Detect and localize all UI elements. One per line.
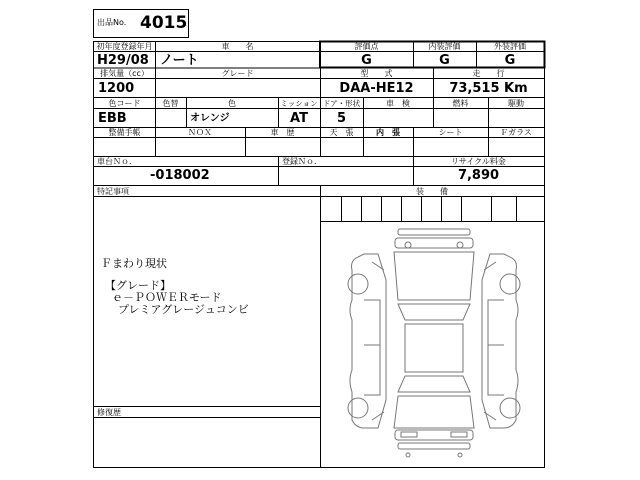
lot-number: 4015: [140, 13, 188, 33]
fuel-label: 燃料: [452, 99, 469, 108]
car-name-label: 車 名: [221, 42, 254, 51]
interior-score-value: G: [439, 53, 450, 68]
interior-score-label: 内装評価: [428, 42, 461, 51]
repair-label: 修復歴: [97, 408, 121, 417]
door-shape-value: 5: [336, 111, 347, 126]
displacement-value: 1200: [98, 81, 135, 96]
color-code-value: EBB: [98, 111, 127, 126]
exterior-score-label: 外装評価: [494, 42, 526, 51]
displacement-label: 排気量（cc）: [100, 69, 149, 78]
door-shape-label: ドア・形状: [322, 99, 361, 108]
model-label: 型 式: [360, 69, 393, 78]
exterior-score-value: G: [504, 53, 516, 68]
interior-label: 内 張: [376, 128, 400, 137]
manual-label: 整備手帳: [108, 128, 141, 137]
mileage-value: 73,515 Km: [449, 81, 528, 96]
color-label: 色: [228, 99, 236, 108]
remarks-line-1: Ｆまわり現状: [101, 257, 167, 270]
first-reg-label: 初年度登録年月: [96, 42, 153, 51]
recycle-value: 7,890: [457, 168, 500, 183]
history-label: 車 歴: [270, 128, 295, 137]
recycle-label: リサイクル料金: [451, 157, 506, 166]
equipment-label: 装 備: [416, 187, 448, 196]
mileage-label: 走 行: [472, 69, 505, 78]
model-value: DAA-HE12: [339, 81, 414, 96]
score-label: 評価点: [354, 42, 379, 51]
first-reg-value: H29/08: [97, 53, 149, 68]
remarks-line-3: ｅ－ＰＯＷＥＲモード: [112, 291, 222, 304]
remarks-line-4: プレミアグレージュコンビ: [118, 303, 249, 316]
score-value: G: [361, 53, 372, 68]
drive-label: 駆動: [508, 99, 524, 108]
seat-label: シート: [438, 128, 463, 137]
lot-label: 出品No.: [97, 18, 127, 27]
mission-value: AT: [290, 111, 308, 126]
inspection-label: 車 検: [386, 99, 410, 108]
chassis-label: 車台Ｎｏ．: [97, 157, 137, 166]
chassis-value: -018002: [150, 168, 210, 183]
fglass-label: Ｆガラス: [500, 128, 532, 137]
color-code-label: 色コード: [108, 99, 141, 108]
color-value: オレンジ: [190, 113, 230, 124]
remarks-label: 特記事項: [97, 187, 129, 196]
reg-no-label: 登録Ｎｏ．: [282, 157, 322, 166]
color-type-label: 色替: [162, 99, 179, 108]
sunroof-label: 天 張: [329, 128, 354, 137]
remarks-line-2: 【グレード】: [105, 279, 171, 292]
car-name-value: ノート: [160, 53, 199, 68]
nox-label: ＮＯＸ: [188, 128, 212, 137]
grade-label: グレード: [221, 69, 254, 78]
mission-label: ミッション: [280, 99, 318, 108]
